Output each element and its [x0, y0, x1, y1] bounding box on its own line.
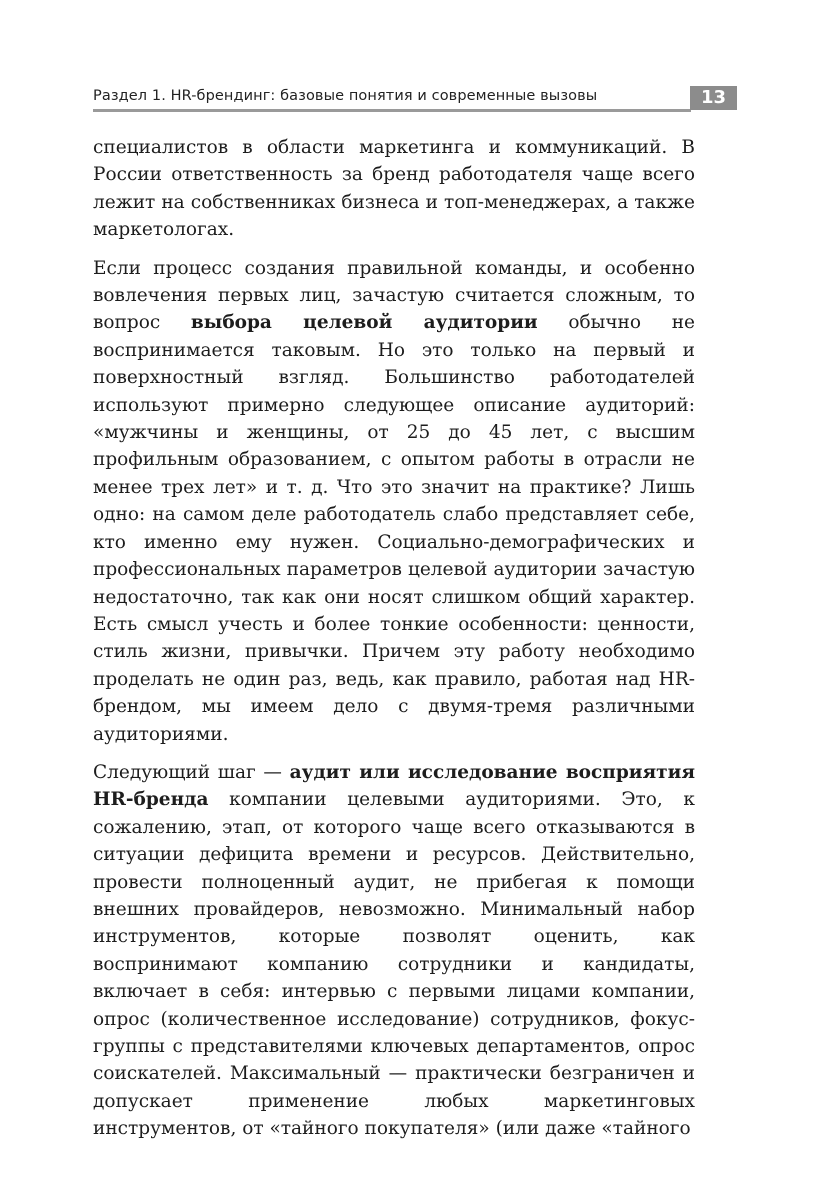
paragraph-2-text-after: обычно не воспринимается таковым. Но это только на первый и поверхностный взгляд. Большинство работодателей используют примерно следующее описание аудиторий: «мужчины и женщины, от 25 до 45 лет, с высшим профильным образованием, с опытом работы в отрасли не менее трех лет» и т. д. Что это значит на практике? Лишь одно: на самом деле работодатель слабо представляет себе, кто именно ему нужен. Социально-демографических и профессиональных параметров целевой аудитории зачастую недостаточно, так как они носят слишком общий характер. Есть смысл учесть и более тонкие особенности: ценности, стиль жизни, привычки. Причем эту работу необходимо проделать не один раз, ведь, как правило, работая над HR-брендом, мы имеем дело с двумя-тремя различными аудиториями. — [93, 312, 695, 745]
body-text — [93, 134, 695, 1154]
paragraph-2-bold-term: выбора целевой аудитории — [190, 312, 538, 334]
paragraph-3-bold-term: аудит или исследование восприятия HR-бренда — [93, 761, 695, 811]
paragraph-2-text-before: Если процесс создания правильной команды, и особенно вовлечения первых лиц, зачастую считается сложным, то вопрос — [93, 257, 695, 334]
running-head-title: Раздел 1. HR-брендинг: базовые понятия и современные вызовы — [93, 88, 598, 104]
paragraph-1 — [93, 134, 695, 244]
page-header — [93, 86, 737, 112]
paragraph-3 — [93, 759, 695, 1143]
paragraph-2 — [93, 255, 695, 748]
paragraph-3-text-after: компании целевыми аудиториями. Это, к сожалению, этап, от которого чаще всего отказываются в ситуации дефицита времени и ресурсов. Действительно, провести полноценный аудит, не прибегая к помощи внешних провайдеров, невозможно. Минимальный набор инструментов, которые позволят оценить, как воспринимают компанию сотрудники и кандидаты, включает в себя: интервью с первыми лицами компании, опрос (количественное исследование) сотрудников, фокус-группы с представителями ключевых департаментов, опрос соискателей. Максимальный — практически безграничен и допускает применение любых маркетинговых инструментов, от «тайного покупателя» (или даже «тайного — [93, 789, 695, 1140]
header-rule — [93, 109, 691, 112]
page-number: 13 — [690, 86, 737, 110]
paragraph-1-text: специалистов в области маркетинга и коммуникаций. В России ответственность за бренд работодателя чаще всего лежит на собственниках бизнеса и топ-менеджерах, а также маркетологах. — [93, 137, 695, 241]
paragraph-3-text-before: Следующий шаг — — [93, 761, 290, 783]
